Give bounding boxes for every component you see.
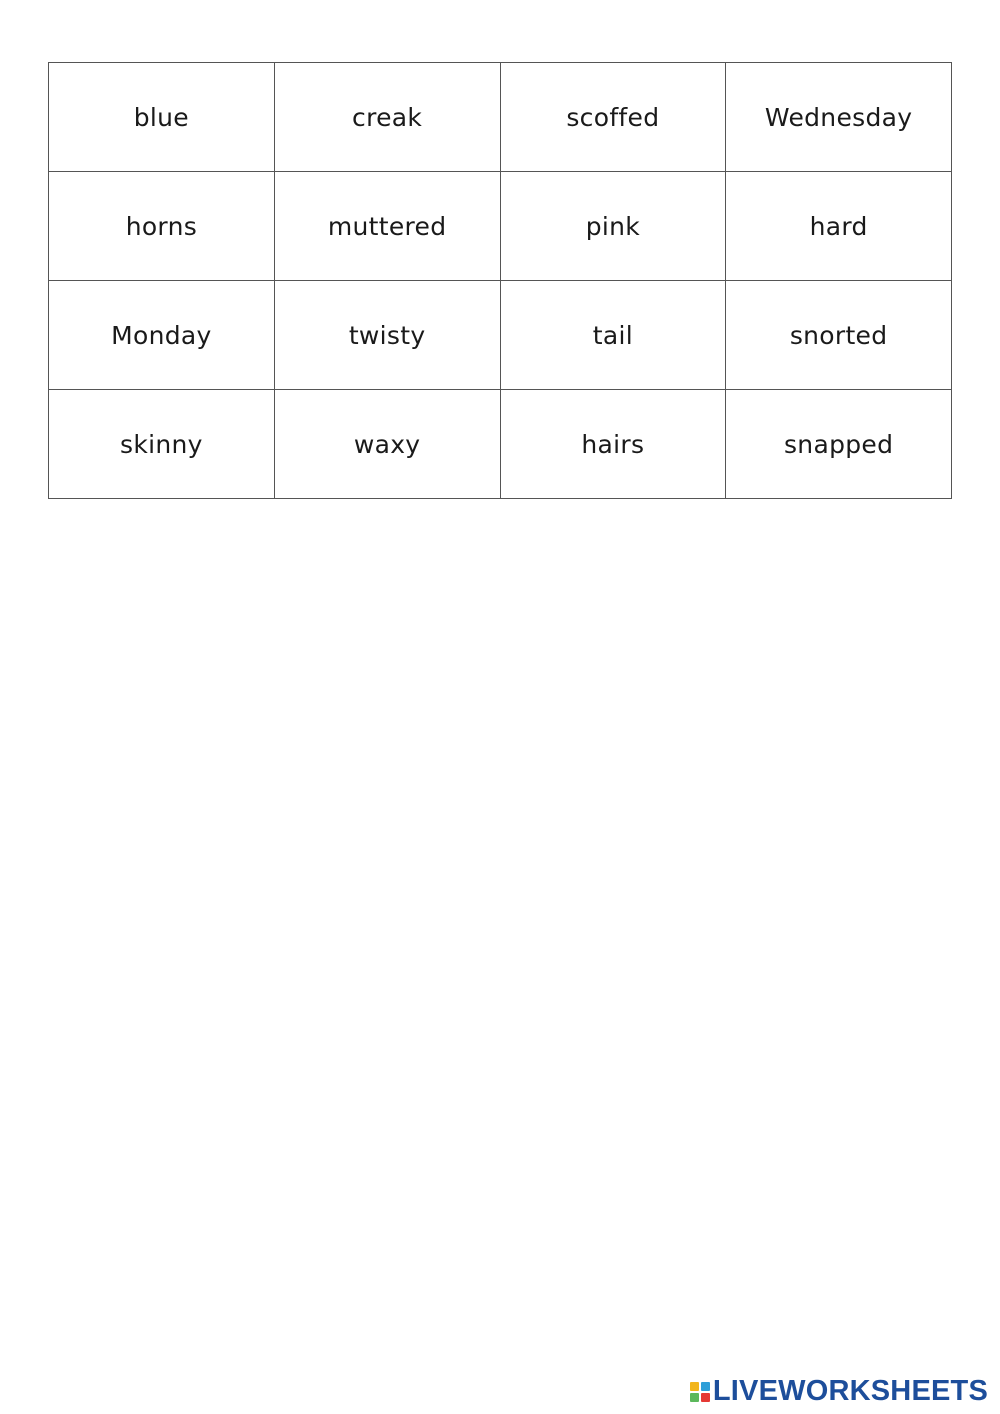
word-cell: snapped xyxy=(726,390,952,499)
word-cell: waxy xyxy=(274,390,500,499)
word-cell: Monday xyxy=(49,281,275,390)
table-row xyxy=(49,390,952,499)
logo-block xyxy=(690,1393,699,1402)
logo-block xyxy=(701,1393,710,1402)
word-cell: scoffed xyxy=(500,63,726,172)
logo-blocks-icon xyxy=(690,1382,710,1402)
word-cell: snorted xyxy=(726,281,952,390)
word-cell: creak xyxy=(274,63,500,172)
word-grid-table xyxy=(48,62,952,499)
liveworksheets-logo[interactable] xyxy=(690,1377,988,1406)
logo-block xyxy=(701,1382,710,1391)
word-cell: Wednesday xyxy=(726,63,952,172)
table-row xyxy=(49,281,952,390)
table-row xyxy=(49,63,952,172)
word-cell: pink xyxy=(500,172,726,281)
word-cell: hairs xyxy=(500,390,726,499)
word-cell: tail xyxy=(500,281,726,390)
word-cell: skinny xyxy=(49,390,275,499)
table-row xyxy=(49,172,952,281)
word-cell: hard xyxy=(726,172,952,281)
logo-text: LIVEWORKSHEETS xyxy=(712,1375,988,1407)
word-cell: blue xyxy=(49,63,275,172)
logo-block xyxy=(690,1382,699,1391)
word-cell: horns xyxy=(49,172,275,281)
word-cell: twisty xyxy=(274,281,500,390)
word-cell: muttered xyxy=(274,172,500,281)
